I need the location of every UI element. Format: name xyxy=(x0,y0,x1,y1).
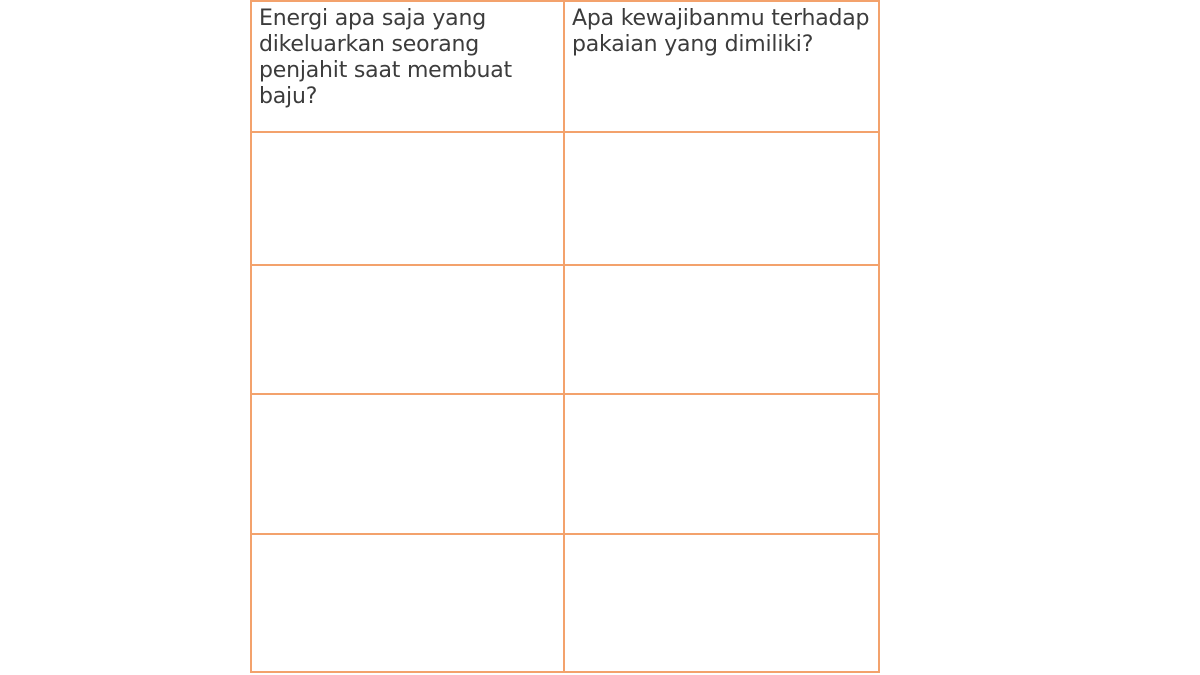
answer-cell-energy[interactable] xyxy=(251,394,564,534)
question-cell-energy xyxy=(251,1,564,132)
answer-cell-obligation[interactable] xyxy=(564,394,879,534)
table-row xyxy=(251,265,879,394)
table-row xyxy=(251,132,879,265)
answer-cell-obligation[interactable] xyxy=(564,534,879,672)
answer-cell-obligation[interactable] xyxy=(564,265,879,394)
table-row xyxy=(251,394,879,534)
question-energy-text: Energi apa saja yang dikeluarkan seorang penjahit saat membuat baju? xyxy=(259,6,512,109)
question-cell-obligation xyxy=(564,1,879,132)
answer-cell-obligation[interactable] xyxy=(564,132,879,265)
table-row xyxy=(251,534,879,672)
table-header-row xyxy=(251,1,879,132)
answer-cell-energy[interactable] xyxy=(251,534,564,672)
worksheet-table xyxy=(250,0,880,673)
answer-cell-energy[interactable] xyxy=(251,132,564,265)
answer-cell-energy[interactable] xyxy=(251,265,564,394)
question-obligation-text: Apa kewajibanmu terhadap pakaian yang dimiliki? xyxy=(572,6,870,57)
